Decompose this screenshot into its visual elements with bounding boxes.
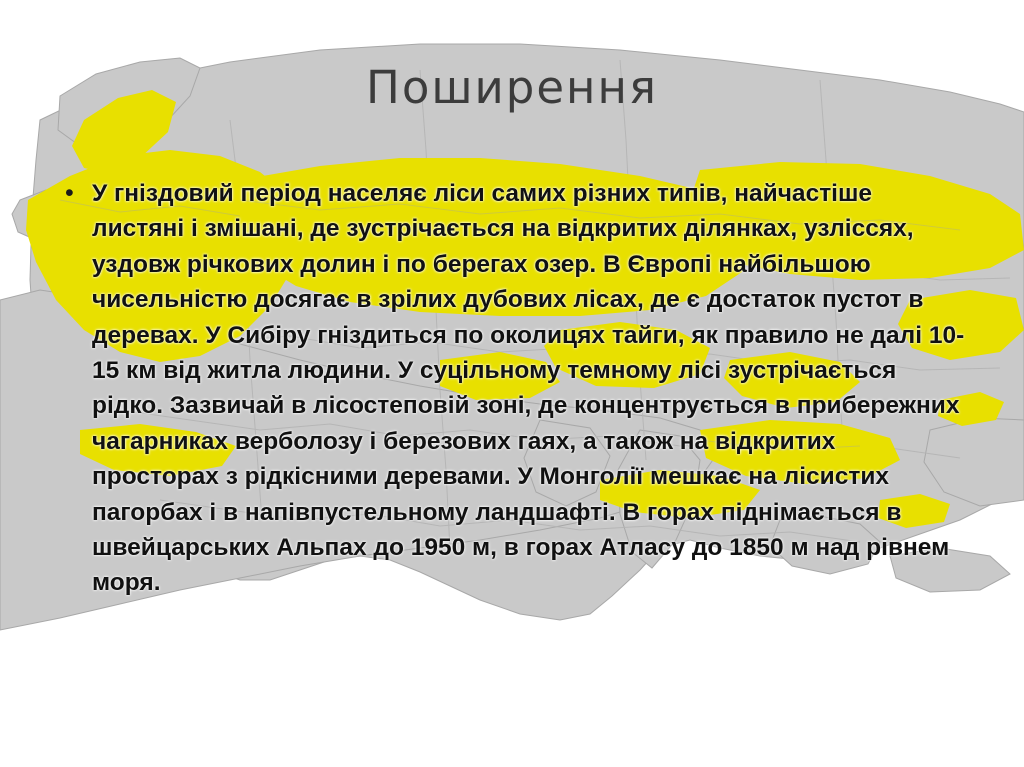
slide-title: Поширення — [366, 61, 658, 114]
slide-body — [60, 176, 968, 601]
list-item — [60, 176, 968, 601]
bullet-marker: • — [65, 179, 74, 207]
bullet-text: У гніздовий період населяє ліси самих різних типів, найчастіше листяні і змішані, де зустрічається на відкритих ділянках, узліссях, уздовж річкових долин і по берегах озер. В Європі найбільшою чисельністю досягає в зрілих дубових лісах, де є достаток пустот в деревах. У Сибіру гніздиться по околицях тайги, як правило не далі 10-15 км від житла людини. У суцільному темному лісі зустрічається рідко. Зазвичай в лісостеповій зоні, де концентрується в прибережних чагарниках верболозу і березових гаях, а також на відкритих просторах з рідкісними деревами. У Монголії мешкає на лісистих пагорбах і в напівпустельному ландшафті. В горах піднімається в швейцарських Альпах до 1950 м, в горах Атласу до 1850 м над рівнем моря. — [92, 180, 965, 597]
